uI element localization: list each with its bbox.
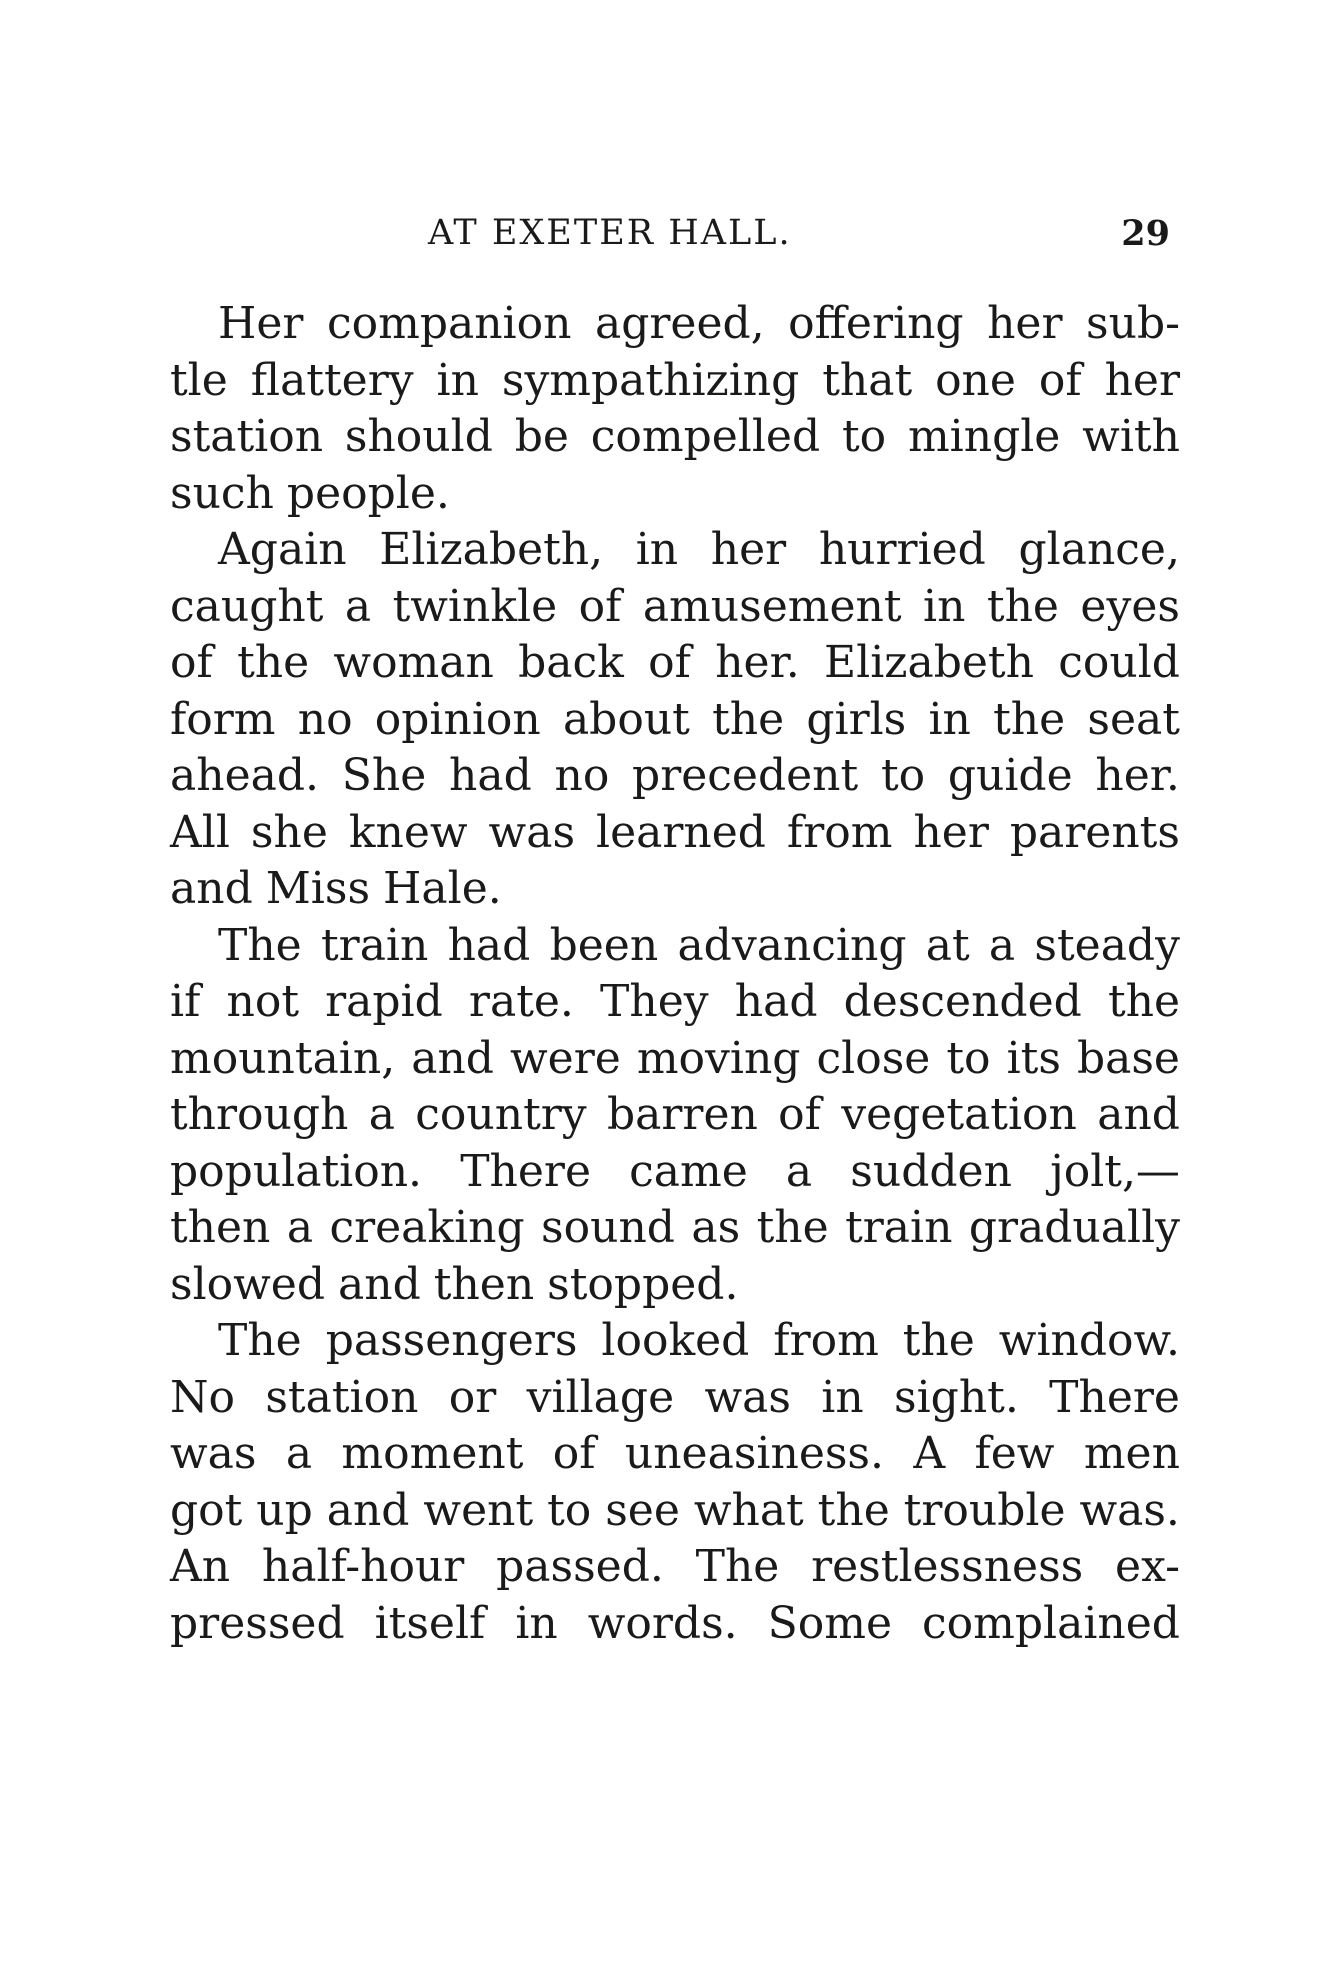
- word: vegetation: [841, 1089, 1077, 1140]
- word: its: [1006, 1032, 1061, 1084]
- word: station: [265, 1371, 419, 1423]
- word: knew: [348, 806, 468, 858]
- word: a: [785, 1145, 813, 1197]
- word: that: [822, 354, 913, 406]
- word: of: [648, 637, 691, 688]
- word: mingle: [907, 411, 1061, 462]
- word: of: [778, 1089, 821, 1140]
- word: the: [237, 637, 310, 688]
- word: passengers: [325, 1315, 578, 1366]
- word: in: [515, 1597, 558, 1649]
- word: if: [170, 976, 201, 1027]
- word: form: [170, 693, 276, 745]
- word: up: [256, 1484, 313, 1536]
- text-line: [170, 409, 1180, 466]
- paragraph: [170, 918, 1180, 1314]
- word: moving: [636, 1032, 801, 1084]
- word: or: [448, 1371, 497, 1423]
- paragraph: [170, 1313, 1180, 1652]
- text-line: [170, 1257, 1180, 1314]
- word: in: [821, 1371, 864, 1423]
- text-line: [170, 974, 1180, 1031]
- word: could: [1058, 637, 1180, 688]
- word: gradually: [968, 1202, 1180, 1253]
- word: station: [170, 411, 324, 462]
- word: her.: [1095, 750, 1180, 801]
- running-head: [170, 213, 1170, 263]
- text-line: [170, 861, 1180, 918]
- word: in: [923, 580, 966, 632]
- word: to: [946, 1032, 991, 1084]
- word: tle: [170, 354, 228, 406]
- word: hurried: [818, 524, 986, 575]
- word: her.: [715, 637, 800, 688]
- word: caught: [170, 580, 324, 632]
- word: village: [526, 1371, 675, 1423]
- word: woman: [333, 637, 494, 688]
- word: amusement: [642, 580, 902, 632]
- word: through: [170, 1089, 349, 1140]
- word: she: [250, 806, 328, 858]
- word: no: [554, 750, 610, 801]
- word: rapid: [325, 976, 443, 1027]
- text-line: [170, 1483, 1180, 1540]
- word: eyes: [1080, 580, 1180, 632]
- word: had: [447, 919, 531, 971]
- word: looked: [601, 1315, 750, 1366]
- word: Her: [218, 298, 304, 349]
- word: of: [578, 580, 622, 632]
- word: Hale.: [383, 863, 502, 914]
- word: from: [773, 1315, 879, 1366]
- word: not: [226, 976, 299, 1027]
- text-line: [170, 1370, 1180, 1427]
- word: stopped.: [547, 1258, 739, 1310]
- word: Elizabeth: [824, 637, 1034, 688]
- word: then: [170, 1202, 271, 1253]
- word: rate.: [468, 976, 574, 1027]
- word: her: [913, 806, 989, 858]
- word: was: [488, 806, 576, 858]
- word: the: [712, 693, 785, 745]
- word: Again: [218, 524, 347, 575]
- word: sub-: [1086, 298, 1180, 349]
- page-number: 29: [1121, 213, 1170, 254]
- word: was: [170, 1428, 257, 1479]
- word: to: [880, 750, 926, 801]
- word: and: [170, 863, 253, 914]
- word: came: [629, 1145, 748, 1197]
- word: close: [816, 1032, 931, 1084]
- word: had: [734, 976, 818, 1027]
- paragraph: [170, 296, 1180, 522]
- text-line: [170, 296, 1180, 353]
- word: creaking: [329, 1202, 525, 1253]
- word: The: [218, 919, 302, 971]
- word: sound: [541, 1202, 675, 1253]
- word: passed.: [496, 1541, 664, 1592]
- word: of: [552, 1428, 596, 1479]
- word: been: [549, 919, 659, 971]
- word: a: [988, 919, 1016, 971]
- word: A: [913, 1428, 946, 1479]
- word: such: [170, 467, 274, 519]
- word: The: [218, 1315, 302, 1366]
- text-line: [170, 466, 1180, 523]
- text-line: [170, 692, 1180, 749]
- word: few: [974, 1428, 1055, 1479]
- word: Miss: [265, 863, 371, 914]
- word: a: [286, 1202, 314, 1253]
- text-line: [170, 1031, 1180, 1088]
- word: the: [817, 1484, 890, 1536]
- word: jolt,—: [1050, 1145, 1180, 1197]
- word: itself: [374, 1597, 486, 1649]
- word: trouble: [903, 1484, 1066, 1536]
- body-text: [170, 296, 1180, 1652]
- text-line: [170, 1144, 1180, 1201]
- word: sudden: [850, 1145, 1012, 1197]
- word: girls: [806, 693, 907, 745]
- word: the: [756, 1202, 829, 1253]
- word: uneasiness.: [624, 1428, 884, 1479]
- word: seat: [1087, 693, 1180, 745]
- word: were: [510, 1032, 621, 1084]
- word: one: [935, 354, 1016, 406]
- word: with: [1082, 411, 1180, 462]
- word: agreed,: [594, 298, 765, 349]
- word: and: [1097, 1089, 1180, 1140]
- text-line: [170, 635, 1180, 692]
- word: base: [1076, 1032, 1180, 1084]
- word: was.: [1079, 1484, 1180, 1536]
- word: of: [1038, 354, 1082, 406]
- word: then: [433, 1258, 535, 1310]
- word: descended: [843, 976, 1082, 1027]
- word: the: [902, 1315, 975, 1366]
- word: from: [786, 806, 893, 858]
- word: train: [845, 1202, 953, 1253]
- word: and: [326, 1484, 410, 1536]
- word: should: [344, 411, 493, 462]
- word: her: [987, 298, 1063, 349]
- word: parents: [1009, 806, 1180, 858]
- word: glance,: [1018, 524, 1180, 575]
- word: the: [1107, 976, 1180, 1027]
- word: in: [928, 693, 971, 745]
- word: companion: [326, 298, 572, 349]
- word: There: [460, 1145, 591, 1197]
- word: the: [986, 580, 1059, 632]
- word: They: [600, 976, 709, 1027]
- word: in: [436, 354, 479, 406]
- text-line: [170, 522, 1180, 579]
- running-title: AT EXETER HALL.: [428, 213, 792, 253]
- word: complained: [922, 1597, 1180, 1649]
- word: words.: [587, 1597, 738, 1649]
- text-line: [170, 1426, 1180, 1483]
- word: and: [411, 1032, 494, 1084]
- word: Some: [767, 1597, 893, 1649]
- word: about: [562, 693, 690, 745]
- word: compelled: [590, 411, 821, 462]
- text-line: [170, 1539, 1180, 1596]
- word: a: [368, 1089, 395, 1140]
- word: be: [514, 411, 569, 462]
- word: flattery: [250, 354, 414, 406]
- word: No: [170, 1371, 235, 1423]
- word: pressed: [170, 1597, 345, 1649]
- word: a: [285, 1428, 313, 1479]
- text-line: [170, 918, 1180, 975]
- word: offering: [788, 298, 964, 349]
- word: men: [1083, 1428, 1180, 1479]
- word: barren: [607, 1089, 758, 1140]
- word: country: [415, 1089, 587, 1140]
- word: the: [993, 693, 1066, 745]
- text-line: [170, 353, 1180, 410]
- word: half-hour: [261, 1541, 465, 1592]
- word: and: [338, 1258, 421, 1310]
- word: of: [170, 637, 213, 688]
- word: window.: [998, 1315, 1180, 1366]
- word: train: [320, 919, 429, 971]
- text-line: [170, 1200, 1180, 1257]
- text-line: [170, 579, 1180, 636]
- word: people.: [286, 467, 450, 519]
- word: as: [691, 1202, 741, 1253]
- word: steady: [1034, 919, 1180, 971]
- word: in: [635, 524, 679, 575]
- word: moment: [341, 1428, 524, 1479]
- word: got: [170, 1484, 243, 1536]
- word: An: [170, 1541, 231, 1592]
- word: sympathizing: [501, 354, 800, 406]
- text-line: [170, 1596, 1180, 1653]
- text-line: [170, 805, 1180, 862]
- word: at: [925, 919, 970, 971]
- word: was: [704, 1371, 791, 1423]
- word: to: [841, 411, 887, 462]
- word: restlessness: [811, 1541, 1084, 1592]
- word: her: [710, 524, 787, 575]
- word: ahead.: [170, 750, 319, 801]
- text-line: [170, 1313, 1180, 1370]
- word: ex-: [1115, 1541, 1180, 1592]
- word: learned: [596, 806, 766, 858]
- word: precedent: [632, 750, 859, 801]
- word: went: [423, 1484, 534, 1536]
- word: twinkle: [392, 580, 558, 632]
- word: She: [341, 750, 427, 801]
- word: see: [605, 1484, 680, 1536]
- word: advancing: [677, 919, 907, 971]
- word: Elizabeth,: [379, 524, 604, 575]
- word: to: [547, 1484, 592, 1536]
- word: The: [695, 1541, 780, 1592]
- word: what: [693, 1484, 804, 1536]
- word: slowed: [170, 1258, 326, 1310]
- word: back: [518, 637, 624, 688]
- word: mountain,: [170, 1032, 396, 1084]
- word: There: [1049, 1371, 1180, 1423]
- word: her: [1104, 354, 1180, 406]
- text-line: [170, 1087, 1180, 1144]
- word: had: [449, 750, 532, 801]
- word: a: [344, 580, 372, 632]
- word: opinion: [374, 693, 541, 745]
- word: sight.: [894, 1371, 1019, 1423]
- text-line: [170, 748, 1180, 805]
- word: guide: [947, 750, 1073, 801]
- paragraph: [170, 522, 1180, 918]
- word: no: [297, 693, 353, 745]
- word: All: [170, 806, 230, 858]
- word: population.: [170, 1145, 423, 1197]
